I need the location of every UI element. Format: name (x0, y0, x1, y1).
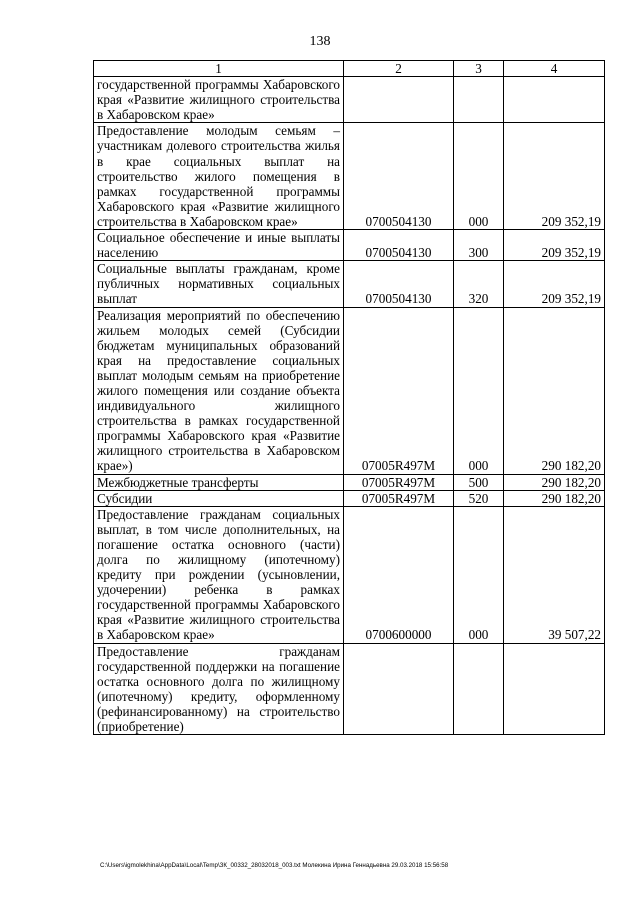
row-sum (504, 643, 605, 735)
row-type (454, 77, 504, 123)
table-row (94, 77, 605, 123)
row-name: Социальное обеспечение и иные выплаты населению (94, 230, 344, 261)
row-type: 000 (454, 307, 504, 474)
row-sum: 290 182,20 (504, 490, 605, 506)
row-name: Предоставление гражданам государственной поддержки на погашение остатка основного долга по жилищному (ипотечному) кредиту, оформленному (рефинансированному) на строительство (приобретение) (94, 643, 344, 735)
row-code: 0700504130 (344, 123, 454, 230)
row-name: Социальные выплаты гражданам, кроме публичных нормативных социальных выплат (94, 261, 344, 307)
row-code: 0700504130 (344, 230, 454, 261)
row-name: Реализация мероприятий по обеспечению жильем молодых семей (Субсидии бюджетам муниципальных образований края на предоставление социальных выплат молодым семьям на приобретение жилого помещения или создание объекта индивидуального жилищного строительства в рамках государственной программы Хабаровского края «Развитие жилищного строительства в Хабаровском крае») (94, 307, 344, 474)
row-code: 07005R497M (344, 490, 454, 506)
row-code: 07005R497M (344, 307, 454, 474)
row-name: государственной программы Хабаровского края «Развитие жилищного строительства в Хабаровском крае» (94, 77, 344, 123)
table-row (94, 506, 605, 643)
row-type: 300 (454, 230, 504, 261)
row-name: Предоставление молодым семьям – участникам долевого строительства жилья в крае социальных выплат на строительство жилого помещения в рамках государственной программы Хабаровского края «Развитие жилищного строительства в Хабаровском крае» (94, 123, 344, 230)
table-row (94, 261, 605, 307)
row-code: 0700600000 (344, 506, 454, 643)
row-sum: 209 352,19 (504, 123, 605, 230)
row-code: 0700504130 (344, 261, 454, 307)
row-sum: 209 352,19 (504, 230, 605, 261)
row-name: Субсидии (94, 490, 344, 506)
row-type: 500 (454, 474, 504, 490)
file-path-footer: C:\Users\igmolekhina\AppData\Local\Temp\ЗК_00332_28032018_003.txt Молекина Ирина Геннадьевна 29.03.2018 15:56:58 (100, 862, 449, 869)
row-sum: 209 352,19 (504, 261, 605, 307)
row-code (344, 77, 454, 123)
row-type: 000 (454, 123, 504, 230)
header-col-4: 4 (504, 61, 605, 77)
table-row (94, 230, 605, 261)
row-name: Предоставление гражданам социальных выплат, в том числе дополнительных, на погашение остатка основного (части) долга по жилищному (ипотечному) кредиту при рождении (усыновлении, удочерении) ребенка в рамках государственной программы Хабаровского края «Развитие жилищного строительства в Хабаровском крае» (94, 506, 344, 643)
table-row (94, 123, 605, 230)
row-code: 07005R497M (344, 474, 454, 490)
row-type (454, 643, 504, 735)
table-row (94, 643, 605, 735)
row-sum: 290 182,20 (504, 307, 605, 474)
row-name: Межбюджетные трансферты (94, 474, 344, 490)
row-sum (504, 77, 605, 123)
row-sum: 290 182,20 (504, 474, 605, 490)
header-col-2: 2 (344, 61, 454, 77)
table-row (94, 490, 605, 506)
table-row (94, 474, 605, 490)
row-code (344, 643, 454, 735)
header-col-3: 3 (454, 61, 504, 77)
table-row (94, 307, 605, 474)
row-sum: 39 507,22 (504, 506, 605, 643)
budget-table (93, 60, 605, 735)
row-type: 000 (454, 506, 504, 643)
page-number: 138 (309, 34, 331, 49)
table-header-row (94, 61, 605, 77)
header-col-1: 1 (94, 61, 344, 77)
row-type: 520 (454, 490, 504, 506)
row-type: 320 (454, 261, 504, 307)
